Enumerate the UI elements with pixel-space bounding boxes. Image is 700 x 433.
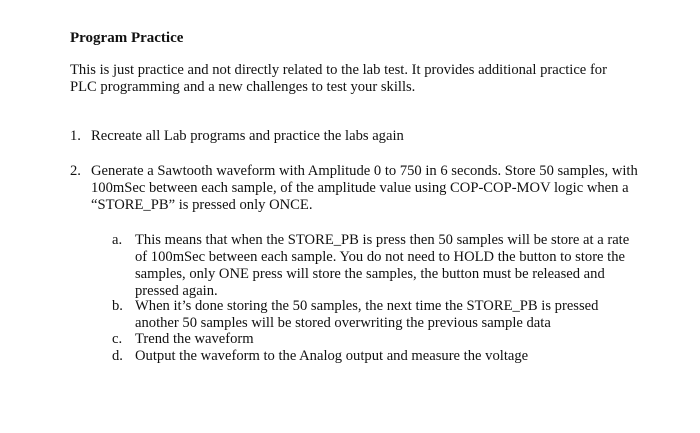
sub-item-text: Trend the waveform — [135, 331, 254, 347]
sub-item-letter: c. — [112, 331, 123, 347]
sub-item-letter: d. — [112, 348, 123, 364]
sub-item-letter: b. — [112, 298, 123, 314]
sub-item-text: This means that when the STORE_PB is press then 50 samples will be store at a rate of 100mSec between each sample. You do not need to HOLD the button to store the samples, only ONE press will store the samples, the button must be released and pressed again. — [135, 232, 630, 299]
list-item-text: Generate a Sawtooth waveform with Amplitude 0 to 750 in 6 seconds. Store 50 samples, with 100mSec between each sample, of the amplitude value using COP-COP-MOV logic when a “STORE_PB” is pressed only ONCE. — [91, 163, 638, 213]
list-item-number: 1. — [70, 128, 81, 144]
list-item-number: 2. — [70, 163, 81, 179]
document-title: Program Practice — [70, 30, 184, 46]
sub-item-text: Output the waveform to the Analog output and measure the voltage — [135, 348, 529, 364]
sub-item-letter: a. — [112, 232, 123, 248]
list-item-text: Recreate all Lab programs and practice the labs again — [91, 128, 404, 144]
intro-paragraph: This is just practice and not directly related to the lab test. It provides additional practice for PLC programming and a new challenges to test your skills. — [70, 62, 607, 95]
sub-item-text: When it’s done storing the 50 samples, the next time the STORE_PB is pressed another 50 samples will be stored overwriting the previous sample data — [135, 298, 599, 331]
